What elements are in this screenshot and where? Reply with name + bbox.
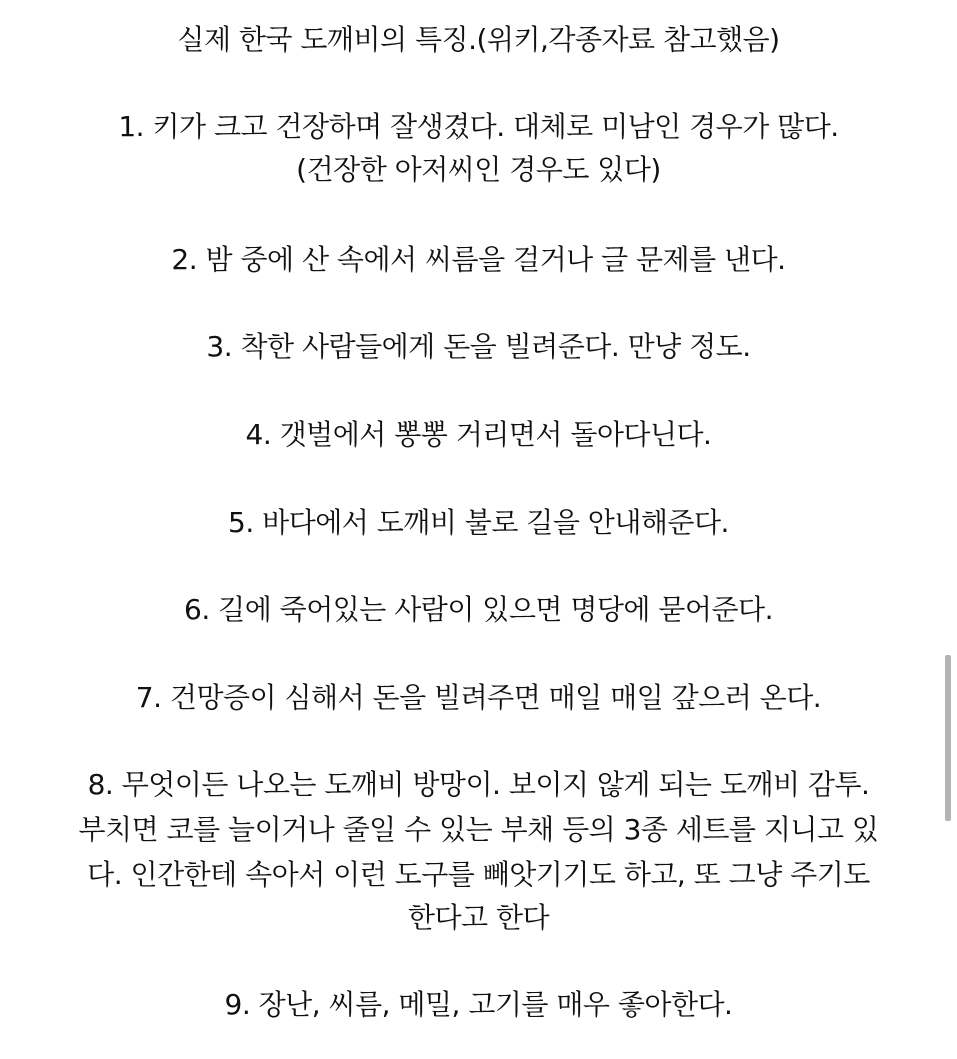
list-item-line: 3. 착한 사람들에게 돈을 빌려준다. 만냥 정도. — [206, 330, 751, 363]
list-item-line: (건장한 아저씨인 경우도 있다) — [296, 153, 661, 186]
list-item-line: 5. 바다에서 도깨비 불로 길을 안내해준다. — [228, 506, 729, 539]
list-item-line: 9. 장난, 씨름, 메밀, 고기를 매우 좋아한다. — [224, 988, 733, 1021]
list-item-line: 1. 키가 크고 건장하며 잘생겼다. 대체로 미남인 경우가 많다. — [118, 110, 839, 143]
list-item-line: 다. 인간한테 속아서 이런 도구를 빼앗기기도 하고, 또 그냥 주기도 — [87, 858, 870, 891]
list-item-line: 4. 갯벌에서 뽕뽕 거리면서 돌아다닌다. — [245, 418, 712, 451]
document-title: 실제 한국 도깨비의 특징.(위키,각종자료 참고했음) — [177, 23, 780, 56]
list-item-line: 부치면 코를 늘이거나 줄일 수 있는 부채 등의 3종 세트를 지니고 있 — [78, 813, 879, 846]
vertical-scrollbar[interactable] — [943, 0, 957, 1059]
list-item-line: 8. 무엇이든 나오는 도깨비 방망이. 보이지 않게 되는 도깨비 감투. — [87, 768, 870, 801]
scrollbar-thumb[interactable] — [945, 655, 951, 821]
list-item-line: 2. 밤 중에 산 속에서 씨름을 걸거나 글 문제를 낸다. — [171, 243, 786, 276]
list-item-line: 한다고 한다 — [407, 901, 550, 934]
list-item-line: 6. 길에 죽어있는 사람이 있으면 명당에 묻어준다. — [184, 593, 773, 626]
list-item-line: 7. 건망증이 심해서 돈을 빌려주면 매일 매일 갚으러 온다. — [135, 681, 822, 714]
